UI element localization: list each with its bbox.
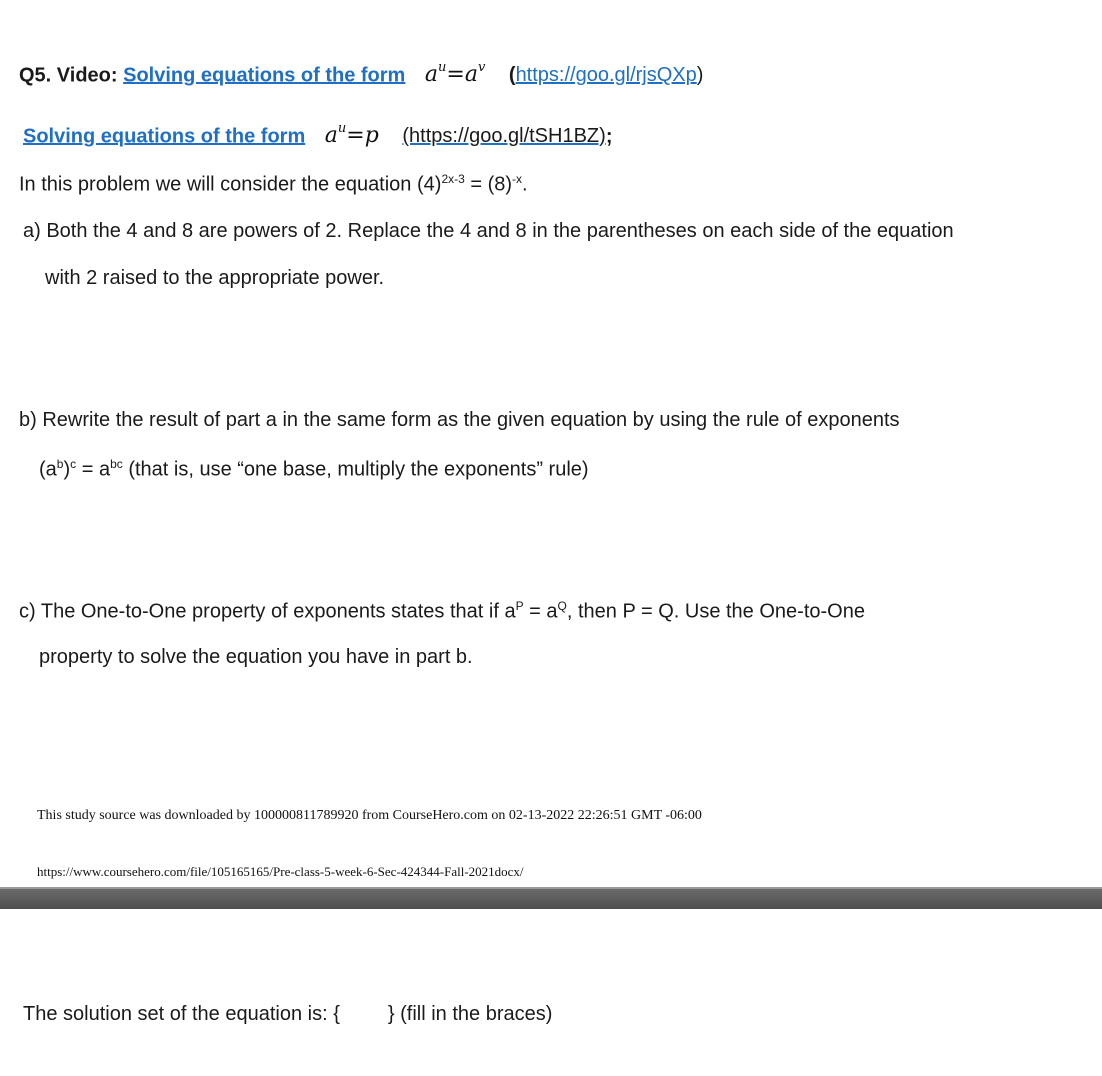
q5-label: Q5. Video: — [19, 64, 124, 87]
part-c-line2: property to solve the equation you have in part b. — [39, 646, 473, 668]
equation-au-p: $a^u=p$ — [324, 121, 379, 149]
download-notice: This study source was downloaded by 100000811789920 from CourseHero.com on 02-13-2022 22:26:51 GMT -06:00 — [37, 808, 702, 823]
solution-prompt: The solution set of the equation is: { — [23, 1003, 340, 1025]
part-a-line1: a) Both the 4 and 8 are powers of 2. Replace the 4 and 8 in the parentheses on each side of the equation — [23, 220, 954, 242]
solution-suffix: } (fill in the braces) — [387, 1003, 553, 1025]
video-link-1[interactable]: Solving equations of the form — [123, 64, 406, 87]
intro-text: In this problem we will consider the equation $(4)^{2x-3} = (8)^{-x}$. — [19, 172, 528, 196]
q5-heading — [19, 62, 703, 87]
second-video-line: Solving equations of the form $a^u=p$ (https://goo.gl/tSH1BZ); — [23, 121, 613, 149]
url-link-1[interactable]: https://goo.gl/rjsQXp — [515, 64, 697, 87]
part-c-line1: c) The One-to-One property of exponents states that if $a^P = a^Q$, then P = Q. Use the One-to-One — [19, 599, 865, 623]
source-url[interactable]: https://www.coursehero.com/file/105165165/Pre-class-5-week-6-Sec-424344-Fall-2021docx/ — [37, 864, 524, 879]
part-b-line2: $(a^b)^c = a^{bc}$ (that is, use “one base, multiply the exponents” rule) — [39, 457, 589, 481]
equation-au-av: $a^u=a^v$ — [424, 60, 486, 88]
part-b-line1: b) Rewrite the result of part a in the same form as the given equation by using the rule of exponents — [19, 409, 900, 431]
part-a-line2: with 2 raised to the appropriate power. — [45, 267, 385, 289]
video-link-2[interactable]: Solving equations of the form — [23, 125, 306, 148]
solution-line — [23, 1003, 552, 1026]
url1-wrap: (https://goo.gl/rjsQXp) — [508, 64, 704, 87]
page-divider-bar — [0, 889, 1102, 909]
url-link-2[interactable]: (https://goo.gl/tSH1BZ) — [402, 125, 606, 148]
